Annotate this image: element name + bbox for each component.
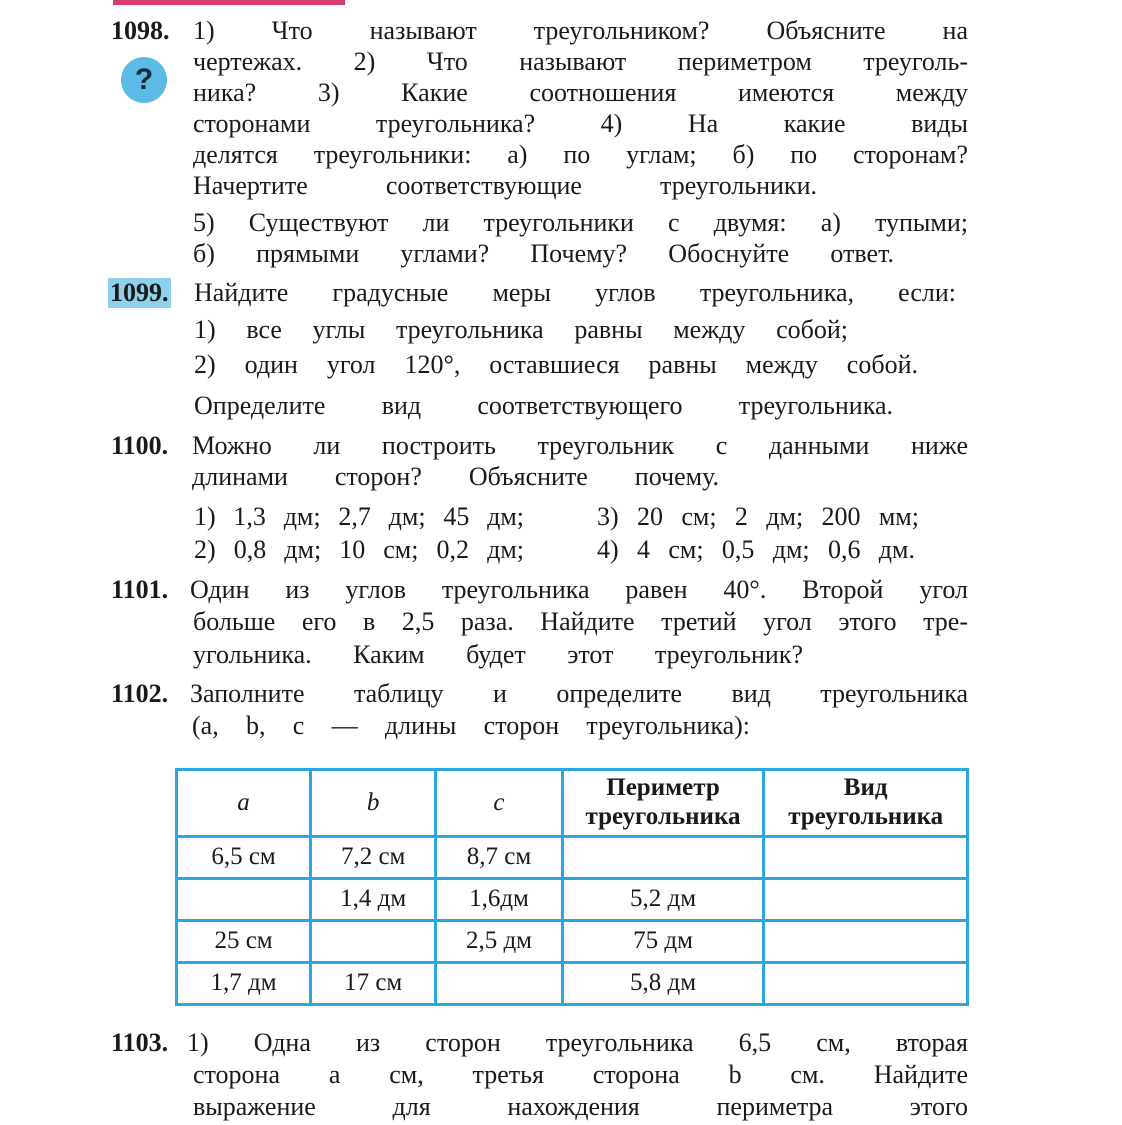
table-header-row: [177, 770, 968, 837]
p1101-line-1: Один из углов треугольника равен 40°. Второй угол: [190, 575, 968, 604]
table-row: [177, 921, 968, 963]
table-row: [177, 879, 968, 921]
table-cell: 25 см: [177, 921, 311, 963]
p1099-outro: Определите вид соответствующего треугольника.: [194, 391, 893, 420]
header-c: c: [436, 770, 562, 837]
p1102-line-2: (a, b, c — длины сторон треугольника):: [192, 711, 750, 740]
p1098-line-2: чертежах. 2) Что называют периметром треуголь-: [193, 47, 968, 76]
table-cell: [764, 963, 968, 1005]
table-cell: 75 дм: [562, 921, 764, 963]
p1100-option-1: 1) 1,3 дм; 2,7 дм; 45 дм;: [194, 502, 524, 531]
table-cell: 17 см: [311, 963, 436, 1005]
table-row: [177, 963, 968, 1005]
p1098-line-3: ника? 3) Какие соотношения имеются между: [193, 78, 968, 107]
p1100-option-3: 3) 20 см; 2 дм; 200 мм;: [597, 502, 919, 531]
p1099-intro: Найдите градусные меры углов треугольника, если:: [194, 278, 956, 307]
p1099-item-1: 1) все углы треугольника равны между собой;: [194, 315, 848, 344]
table-cell: 6,5 см: [177, 837, 311, 879]
p1098-line-5: делятся треугольники: а) по углам; б) по сторонам?: [193, 140, 968, 169]
top-accent-bar: [113, 0, 345, 5]
header-perimeter: Периметр треугольника: [562, 770, 764, 837]
table-row: [177, 837, 968, 879]
table-cell: [436, 963, 562, 1005]
table-cell: [177, 879, 311, 921]
p1100-option-2: 2) 0,8 дм; 10 см; 0,2 дм;: [194, 535, 524, 564]
p1098-line-6: Начертите соответствующие треугольники.: [193, 171, 817, 200]
table-cell: [311, 921, 436, 963]
table-cell: 1,4 дм: [311, 879, 436, 921]
p1102-line-1: Заполните таблицу и определите вид треугольника: [190, 679, 968, 708]
table-cell: [764, 837, 968, 879]
problem-number-1102: 1102.: [111, 679, 169, 708]
problem-number-1099: 1099.: [110, 278, 169, 307]
table-cell: 5,8 дм: [562, 963, 764, 1005]
table-cell: 1,6дм: [436, 879, 562, 921]
p1099-item-2: 2) один угол 120°, оставшиеся равны между собой.: [194, 350, 918, 379]
p1103-line-3: выражение для нахождения периметра этого: [193, 1092, 968, 1121]
header-b: b: [311, 770, 436, 837]
problem-number-1101: 1101.: [111, 575, 169, 604]
table-cell: [764, 921, 968, 963]
sides-table: [175, 768, 969, 1006]
table-cell: 1,7 дм: [177, 963, 311, 1005]
p1103-line-1: 1) Одна из сторон треугольника 6,5 см, вторая: [187, 1028, 968, 1057]
table-cell: 5,2 дм: [562, 879, 764, 921]
table-cell: 8,7 см: [436, 837, 562, 879]
header-a: a: [177, 770, 311, 837]
p1100-line-1: Можно ли построить треугольник с данными ниже: [192, 431, 968, 460]
question-mark-icon: ?: [121, 57, 167, 103]
table-cell: [764, 879, 968, 921]
table-cell: 7,2 см: [311, 837, 436, 879]
p1098-line-7: 5) Существуют ли треугольники с двумя: а) тупыми;: [193, 208, 968, 237]
problem-number-1098: 1098.: [111, 16, 170, 45]
p1101-line-3: угольника. Каким будет этот треугольник?: [193, 640, 803, 669]
p1098-line-4: сторонами треугольника? 4) На какие виды: [193, 109, 968, 138]
p1100-option-4: 4) 4 см; 0,5 дм; 0,6 дм.: [597, 535, 915, 564]
problem-number-1103: 1103.: [111, 1028, 169, 1057]
p1098-line-8: б) прямыми углами? Почему? Обоснуйте ответ.: [193, 239, 894, 268]
problem-number-1100: 1100.: [111, 431, 169, 460]
table-cell: 2,5 дм: [436, 921, 562, 963]
p1100-line-2: длинами сторон? Объясните почему.: [192, 462, 719, 491]
p1101-line-2: больше его в 2,5 раза. Найдите третий угол этого тре-: [193, 607, 968, 636]
header-type: Вид треугольника: [764, 770, 968, 837]
p1103-line-2: сторона a см, третья сторона b см. Найдите: [193, 1060, 968, 1089]
table-cell: [562, 837, 764, 879]
p1098-line-1: 1) Что называют треугольником? Объясните на: [193, 16, 968, 45]
